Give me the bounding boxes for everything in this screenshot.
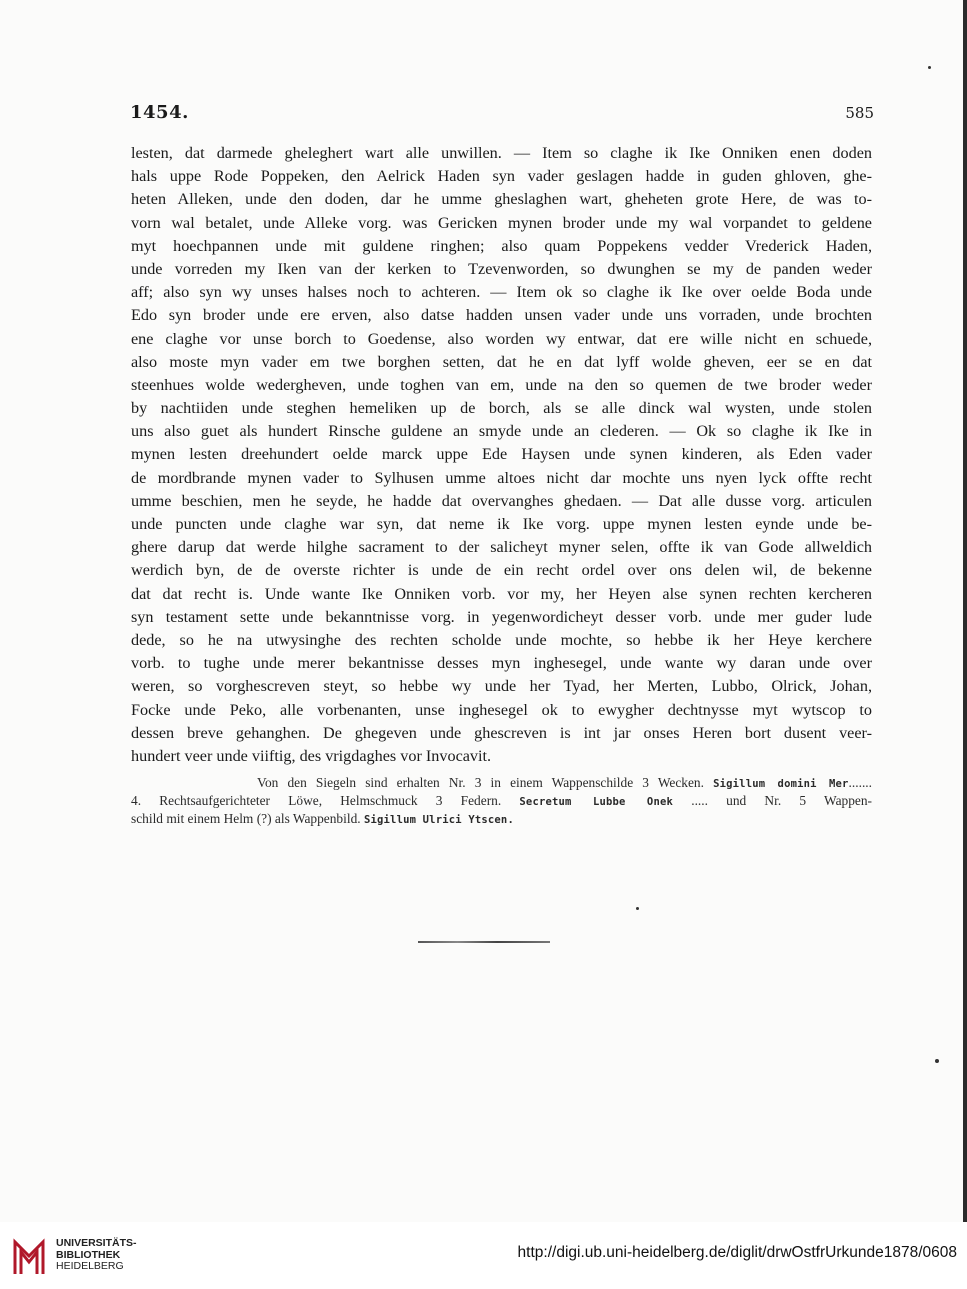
seal-inscription: Secretum Lubbe Onek [519,796,674,808]
charter-text [131,142,872,768]
text-line: de mordbrande mynen vader to Sylhusen umme altoes nicht dar mochte uns nyen lyck offte recht [131,468,872,487]
text-line: lesten, dat darmede gheleghert wart alle unwillen. — Item so claghe ik Ike Onniken enen doden [131,144,872,162]
text-line: vorn wal betalet, unde Alleke vorg. was Gericken mynen broder unde my wal vorpandet to geldene [131,213,872,232]
scan-speck [636,907,639,910]
document-year: 1454. [130,102,189,123]
text-line: umme beschien, men he seyde, he hadde dat overvanghes ghedaen. — Dat alle dusse vorg. articulen [131,491,872,510]
text-line: werdich byn, de de overste richter is unde de ein recht ordel over ons delen wil, de bekenne [131,561,872,580]
note-line: schild mit einem Helm (?) als Wappenbild. Sigillum Ulrici Ytscen. [131,811,514,826]
viewer-footer [0,1222,967,1289]
university-seal-icon [12,1236,46,1276]
scan-speck [935,1059,939,1063]
text-line: hals uppe Rode Poppeken, den Aelrick Haden syn vader geslagen hadde in guden ghloven, ghe- [131,167,872,186]
text-line: hundert veer unde viiftig, des vrigdaghes vor Invocavit. [131,746,492,765]
source-url[interactable]: http://digi.ub.uni-heidelberg.de/diglit/drwOstfrUrkunde1878/0608 [517,1244,957,1261]
text-line: Edo syn broder unde ere erven, also datse hadden unsen vader unde uns vorraden, unde brochten [131,306,872,325]
text-line: vorb. to tughe unde merer bekantnisse desses myn inghesegel, unde wante wy daran unde over [131,654,872,673]
text-line: steenhues wolde wedergheven, unde toghen van em, unde na den so quemen de twe broder weder [131,375,872,394]
seal-notes [131,774,872,828]
text-line: mynen lesten dreehundert oelde marck uppe Ede Haysen unde synen kinderen, als Eden vader [131,445,872,464]
text-line: dessen breve gehanghen. De ghegeven unde ghescreven is int jar onses Heren bort dusent veer- [131,723,872,742]
text-line: also moste myn vader em twe borghen setten, dat he en dat lyff wolde gheven, eer se en dat [131,352,872,371]
text-line: uns also guet als hundert Rinsche guldene an smyde unde an clederen. — Ok so claghe ik Ike in [131,422,872,441]
text-line: myt hoechpannen unde mit guldene ringhen; also quam Poppekens vedder Vrederick Haden, [131,236,872,255]
scan-speck [928,66,931,69]
text-line: Focke unde Peko, alle vorbenanten, unse inghesegel ok to ewygher dechtnysse myt wytscop to [131,700,872,719]
text-line: dede, so he na utwysinghe des rechten scholde unde mochte, so hebbe ik her Heye kerchere [131,630,872,649]
text-line: by nachtiiden unde steghen hemeliken up de borch, als se alle dinck wal wysten, unde stolen [131,399,872,418]
end-rule [418,941,550,943]
library-name: UNIVERSITÄTS- BIBLIOTHEK HEIDELBERG [56,1237,137,1272]
seal-inscription: Sigillum domini Mer [713,778,849,790]
page-number: 585 [845,104,874,122]
page-header [130,102,874,126]
note-line: Von den Siegeln sind erhalten Nr. 3 in einem Wappenschilde 3 Wecken. Sigillum domini Mer....... [257,775,872,790]
page-edge-border [963,0,967,1222]
text-line: aff; also syn wy unses halses noch to achteren. — Item ok so claghe ik Ike over oelde Boda unde [131,283,872,302]
text-line: weren, so vorghescreven steyt, so hebbe wy unde her Tyad, her Merten, Lubbo, Olrick, Johan, [131,677,872,696]
text-line: ghere darup dat werde hilghe sacrament to der salicheyt myner selen, offte ik van Gode allweldich [131,538,872,557]
text-line: unde puncten unde claghe war syn, dat neme ik Ike vorg. uppe mynen lesten eynde unde be- [131,515,872,533]
seal-inscription: Sigillum Ulrici Ytscen. [363,814,514,826]
text-line: unde vorreden my Iken van der kerken to Tzevenworden, so dwunghen se my de panden weder [131,259,872,278]
text-line: ene claghe vor unse borch to Goedense, also worden wy entwar, dat ere wille nicht en schuede, [131,329,872,348]
text-line: dat dat recht is. Unde wante Ike Onniken vorb. vor my, her Heyen alse synen rechten kercheren [131,584,872,603]
note-line: 4. Rechtsaufgerichteter Löwe, Helmschmuck 3 Federn. Secretum Lubbe Onek ..... und Nr. 5 Wappen- [131,793,872,808]
text-line: heten Alleken, unde den doden, dar he umme gheslaghen wart, gheheten grote Here, de was to- [131,190,872,209]
text-line: syn testament sette unde bekanntnisse vorg. in yegenwordicheyt desser vorb. unde mer guder lude [131,607,872,626]
